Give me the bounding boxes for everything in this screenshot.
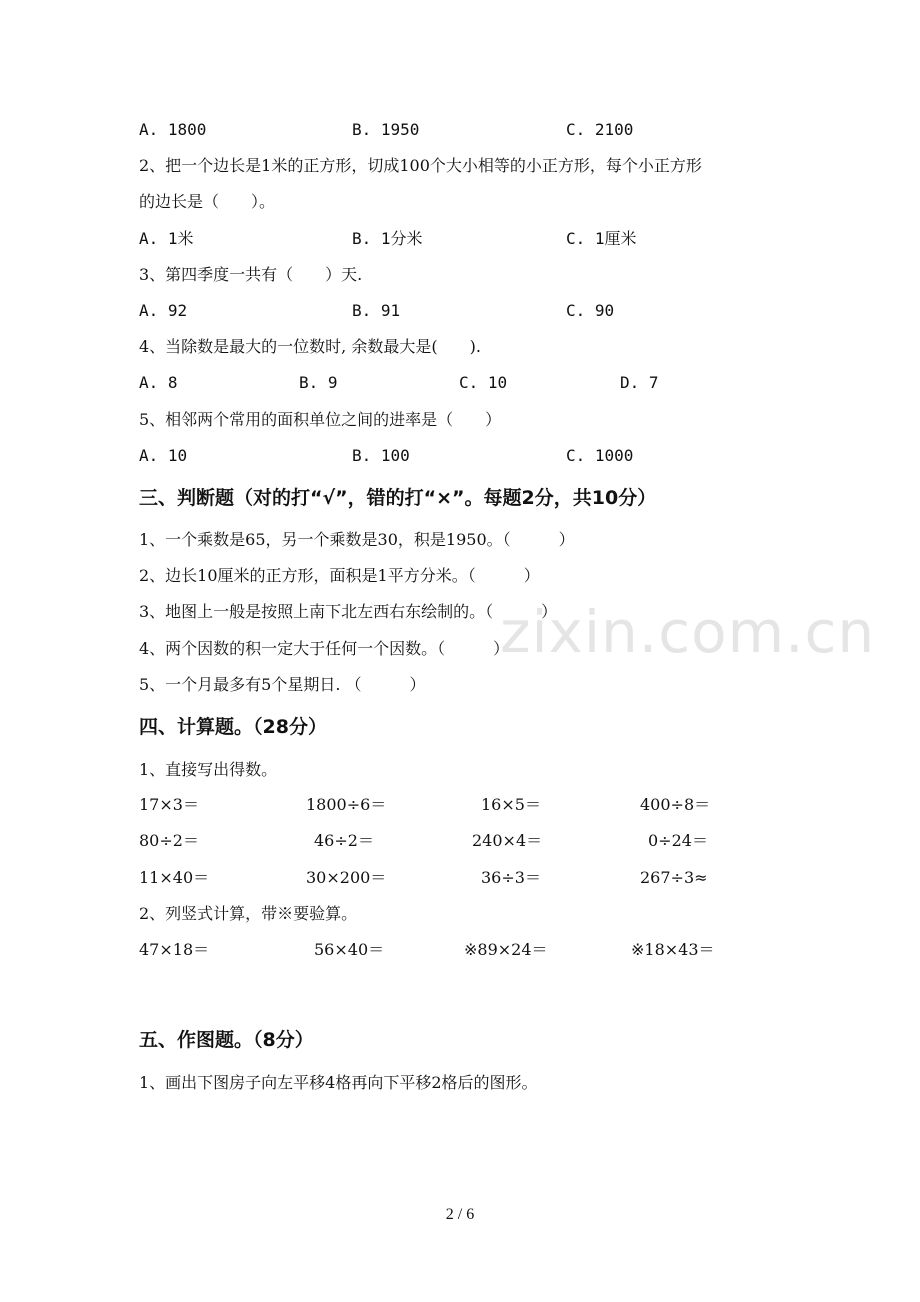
q4-option-a: A. 8 [139,373,178,392]
calc-r1-c1: 17×3＝ [139,795,199,814]
q5-option-a: A. 10 [139,446,188,465]
judge-item-2: 2、边长10厘米的正方形，面积是1平方分米。（ ） [139,566,540,585]
watermark: zixin.com.cn [500,598,876,666]
calc-r3-c4: 267÷3≈ [640,868,708,887]
q4-option-d: D. 7 [620,373,659,392]
page-number: 2 / 6 [445,1206,475,1223]
q5-text: 5、相邻两个常用的面积单位之间的进率是（ ） [139,410,502,429]
section4-sub2: 2、列竖式计算，带※要验算。 [139,904,358,923]
calc-r2-c1: 80÷2＝ [139,831,199,850]
calc-r1-c4: 400÷8＝ [640,795,711,814]
judge-item-4: 4、两个因数的积一定大于任何一个因数。（ ） [139,639,510,658]
calc-r1-c3: 16×5＝ [481,795,541,814]
q2-option-c: C. 1厘米 [566,229,637,248]
calc-r3-c3: 36÷3＝ [481,868,541,887]
q3-option-b: B. 91 [352,301,401,320]
calc-r3-c1: 11×40＝ [139,868,210,887]
vertical-calc-3: ※89×24＝ [464,940,548,959]
q2-text-line1: 2、把一个边长是1米的正方形，切成100个大小相等的小正方形，每个小正方形 [139,156,702,175]
q1-option-b: B. 1950 [352,120,420,139]
section3-heading: 三、判断题（对的打“√”，错的打“×”。每题2分，共10分） [139,487,657,509]
q5-option-b: B. 100 [352,446,410,465]
section5-heading: 五、作图题。（8分） [139,1029,314,1051]
section5-sub1: 1、画出下图房子向左平移4格再向下平移2格后的图形。 [139,1073,538,1092]
vertical-calc-4: ※18×43＝ [631,940,715,959]
judge-item-3: 3、地图上一般是按照上南下北左西右东绘制的。（ ） [139,602,558,621]
q3-text: 3、第四季度一共有（ ）天. [139,265,363,284]
q4-option-b: B. 9 [299,373,338,392]
calc-r2-c2: 46÷2＝ [314,831,374,850]
q1-option-a: A. 1800 [139,120,207,139]
q3-option-a: A. 92 [139,301,188,320]
q3-option-c: C. 90 [566,301,615,320]
q2-text-line2: 的边长是（ ）。 [139,192,276,211]
q4-option-c: C. 10 [459,373,508,392]
calc-r2-c4: 0÷24＝ [648,831,708,850]
vertical-calc-1: 47×18＝ [139,940,210,959]
q5-option-c: C. 1000 [566,446,634,465]
q2-option-a: A. 1米 [139,229,194,248]
judge-item-1: 1、一个乘数是65，另一个乘数是30，积是1950。（ ） [139,530,575,549]
calc-r1-c2: 1800÷6＝ [306,795,387,814]
calc-r3-c2: 30×200＝ [306,868,387,887]
q2-option-b: B. 1分米 [352,229,423,248]
q4-text: 4、当除数是最大的一位数时, 余数最大是( ). [139,337,481,356]
vertical-calc-2: 56×40＝ [314,940,385,959]
q1-option-c: C. 2100 [566,120,634,139]
section4-sub1: 1、直接写出得数。 [139,760,278,779]
calc-r2-c3: 240×4＝ [472,831,543,850]
judge-item-5: 5、一个月最多有5个星期日. （ ） [139,675,426,694]
section4-heading: 四、计算题。（28分） [139,716,327,738]
